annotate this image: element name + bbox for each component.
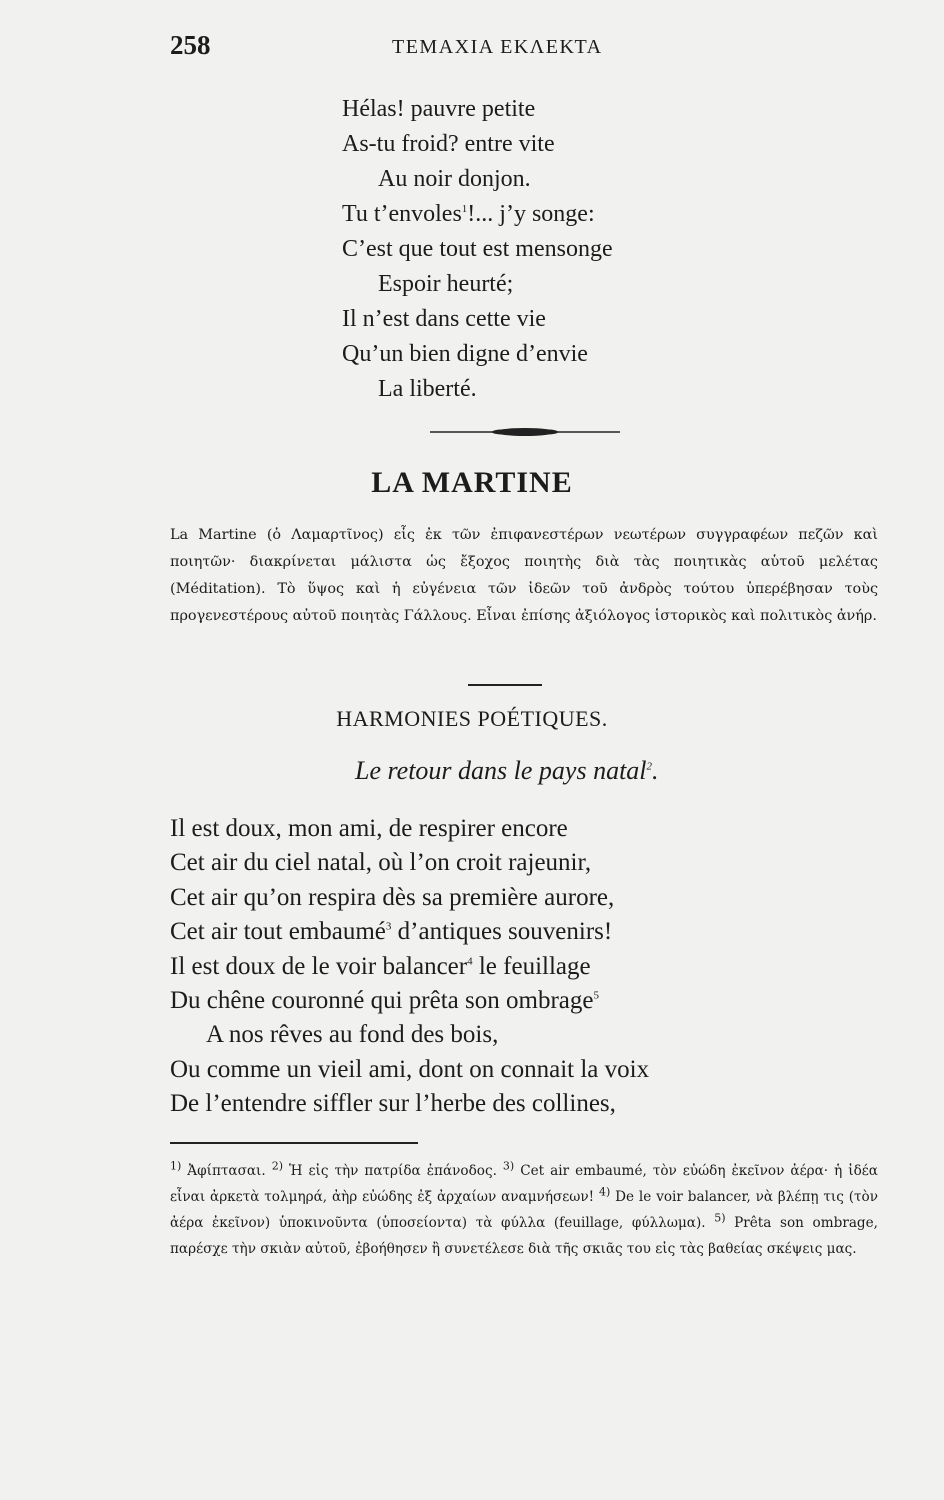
verse-text: C’est que tout est mensonge bbox=[342, 236, 613, 262]
verse-text: Tu t’envoles bbox=[342, 201, 462, 227]
author-intro: La Martine (ὁ Λαμαρτῖνος) εἷς ἐκ τῶν ἐπιφανεστέρων νεωτέρων συγγραφέων πεζῶν καὶ ποιητῶν· διακρίνεται μάλιστα ὡς ἔξοχος ποιητὴς διὰ τὰς ποιητικὰς αὑτοῦ μελέτας (Méditation). Τὸ ὕψος καὶ ἡ εὐγένεια τῶν ἰδεῶν τοῦ ἀνδρὸς τούτου ὑπερέβησαν τοὺς προγενεστέρους αὐτοῦ ποιητὰς Γάλλους. Εἶναι ἐπίσης ἀξιόλογος ἱστορικὸς καὶ πολιτικὸς ἀνήρ. bbox=[170, 527, 878, 624]
verse-text: Espoir heurté; bbox=[378, 271, 514, 297]
poem-stanza-2 bbox=[170, 812, 649, 1122]
poem-title-text: Le retour dans le pays natal bbox=[355, 756, 647, 785]
footnote-text: Ἀφίπτασαι. bbox=[181, 1163, 272, 1179]
verse-line bbox=[170, 984, 649, 1018]
footnote-mark: 2) bbox=[271, 1159, 284, 1173]
poem-title bbox=[355, 756, 659, 786]
footnote-text: Ἡ εἰς τὴν πατρίδα ἐπάνοδος. bbox=[283, 1163, 503, 1179]
footnote-mark: 1) bbox=[170, 1159, 182, 1173]
poem-stanza-1 bbox=[342, 92, 613, 407]
verse-text: As-tu froid? entre vite bbox=[342, 131, 555, 157]
footnote-item bbox=[271, 1159, 503, 1179]
verse-text: Ou comme un vieil ami, dont on connait la voix bbox=[170, 1055, 650, 1083]
ornament-divider bbox=[430, 425, 620, 439]
page-number: 258 bbox=[170, 30, 211, 60]
verse-text: Qu’un bien digne d’envie bbox=[342, 341, 588, 367]
verse-line bbox=[170, 950, 649, 984]
footnote-item bbox=[170, 1159, 272, 1179]
verse-text: La liberté. bbox=[378, 376, 477, 402]
footnote-text: Prêta son ombrage, παρέσχε τὴν σκιὰν αὐτοῦ, ἐβοήθησεν ἢ συνετέλεσε διὰ τῆς σκιᾶς του εἰς τὰς βαθείας σκέψεις μας. bbox=[170, 1215, 878, 1257]
verse-line bbox=[170, 846, 649, 880]
verse-line bbox=[170, 812, 649, 846]
poem-title-end: . bbox=[652, 756, 659, 785]
verse-text-cont: d’antiques souvenirs! bbox=[391, 918, 613, 946]
verse-line bbox=[170, 1018, 649, 1052]
poem-title-note: 2 bbox=[646, 760, 653, 773]
verse-line bbox=[342, 302, 613, 337]
verse-line bbox=[342, 162, 613, 197]
footnote-rule bbox=[170, 1142, 418, 1144]
verse-text: Il est doux de le voir balancer bbox=[170, 952, 468, 980]
verse-line bbox=[342, 92, 613, 127]
verse-line bbox=[170, 915, 649, 949]
verse-line bbox=[342, 372, 613, 407]
section-title: LA MARTINE bbox=[371, 466, 573, 499]
verse-text: De l’entendre siffler sur l’herbe des collines, bbox=[170, 1090, 616, 1118]
footnote-mark: 4) bbox=[598, 1185, 611, 1199]
footnote-text: Cet air embaumé, τὸν εὐώδη ἐκεῖνον ἀέρα· ἡ ἰδέα εἶναι ἀρκετὰ τολμηρά, ἀὴρ εὐώδης ἐξ ἀρχαίων αναμνήσεων! bbox=[170, 1163, 878, 1205]
footnote-ref: 5 bbox=[593, 989, 599, 1002]
verse-line bbox=[342, 267, 613, 302]
verse-text: Du chêne couronné qui prêta son ombrage bbox=[170, 987, 594, 1015]
verse-line bbox=[170, 1087, 649, 1121]
verse-text-cont: le feuillage bbox=[472, 952, 591, 980]
verse-text: Au noir donjon. bbox=[378, 166, 531, 192]
footnote-mark: 3) bbox=[502, 1159, 515, 1173]
footnotes bbox=[170, 1158, 878, 1262]
footnote-ref: 3 bbox=[385, 920, 392, 933]
footnote-text: De le voir balancer, νὰ βλέπῃ τις (τὸν ἀέρα ἐκεῖνον) ὑποκινοῦντα (ὑποσείοντα) τὰ φύλλα (feuillage, φύλλωμα). bbox=[170, 1189, 878, 1231]
footnote-mark: 5) bbox=[714, 1211, 726, 1225]
verse-text: Il est doux, mon ami, de respirer encore bbox=[170, 815, 568, 842]
verse-text: Cet air du ciel natal, où l’on croit rajeunir, bbox=[170, 849, 592, 877]
verse-text: Il n’est dans cette vie bbox=[342, 306, 546, 332]
verse-text: A nos rêves au fond des bois, bbox=[206, 1021, 499, 1049]
verse-text: Cet air qu’on respira dès sa première aurore, bbox=[170, 883, 615, 911]
verse-line bbox=[342, 337, 613, 372]
verse-line bbox=[342, 197, 613, 232]
subsection-title: HARMONIES POÉTIQUES. bbox=[336, 706, 608, 731]
verse-line bbox=[170, 1053, 649, 1087]
verse-text: Hélas! pauvre petite bbox=[342, 96, 536, 122]
footnote-ref: 1 bbox=[461, 203, 468, 215]
footnote-ref: 4 bbox=[467, 955, 473, 968]
verse-text: Cet air tout embaumé bbox=[170, 918, 386, 946]
verse-line bbox=[342, 127, 613, 162]
short-rule bbox=[468, 684, 542, 686]
verse-line bbox=[342, 232, 613, 267]
verse-line bbox=[170, 881, 649, 915]
running-title: ΤΕΜΑΧΙΑ ΕΚΛΕΚΤΑ bbox=[392, 36, 603, 58]
verse-text-cont: !... j’y songe: bbox=[467, 201, 595, 227]
page-header bbox=[170, 30, 690, 70]
